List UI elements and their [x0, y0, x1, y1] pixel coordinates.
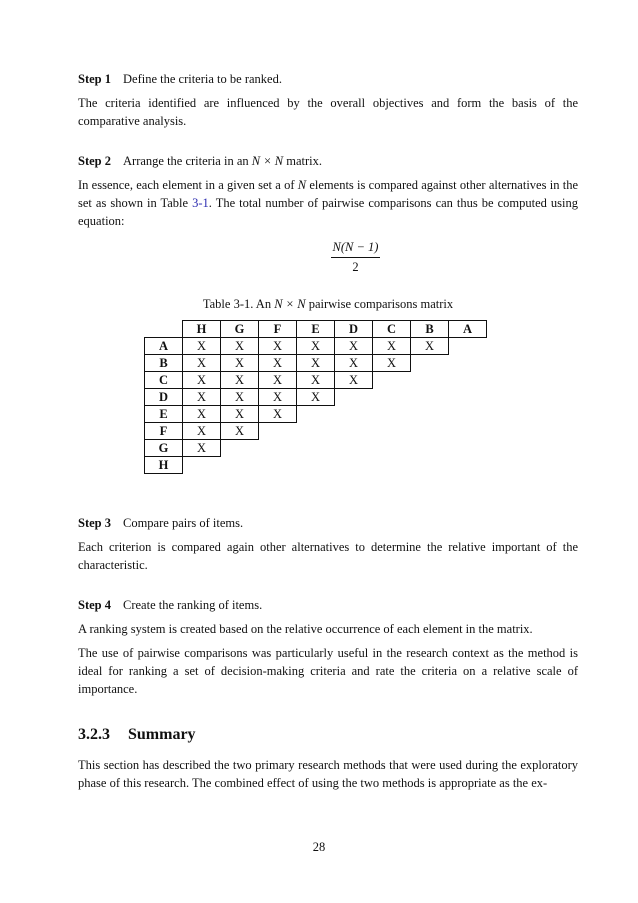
- matrix-cell: X: [183, 423, 221, 440]
- row-header: C: [145, 372, 183, 389]
- matrix-cell: X: [221, 406, 259, 423]
- step-4-heading: [78, 596, 578, 614]
- table-row: [145, 372, 487, 389]
- matrix-cell: X: [183, 440, 221, 457]
- matrix-cell: X: [297, 372, 335, 389]
- pairwise-equation: [78, 240, 578, 275]
- column-header: B: [411, 321, 449, 338]
- table-caption: Table 3-1. An N × N pairwise comparisons matrix: [202, 297, 454, 311]
- section-title: Summary: [128, 726, 196, 743]
- section-number: 3.2.3: [78, 726, 110, 743]
- equation-denominator: 2: [352, 260, 359, 274]
- matrix-cell: X: [411, 338, 449, 355]
- column-header: H: [183, 321, 221, 338]
- section-heading: [78, 726, 578, 744]
- row-header: H: [145, 457, 183, 474]
- matrix-cell: X: [221, 372, 259, 389]
- matrix-cell: X: [335, 372, 373, 389]
- matrix-cell: X: [183, 355, 221, 372]
- page-body: [78, 70, 578, 792]
- step-1-heading: [78, 70, 578, 88]
- matrix-cell: X: [183, 406, 221, 423]
- step-label: Step 3: [78, 516, 111, 530]
- table-reference-link[interactable]: 3-1: [192, 196, 209, 210]
- pairwise-matrix-table: [144, 320, 487, 474]
- column-header: F: [259, 321, 297, 338]
- row-header: A: [145, 338, 183, 355]
- matrix-cell: X: [221, 355, 259, 372]
- step-label: Step 1: [78, 72, 111, 86]
- equation-numerator: N(N − 1): [331, 240, 381, 258]
- step-title: Create the ranking of items.: [123, 598, 263, 612]
- step-title: Define the criteria to be ranked.: [123, 72, 282, 86]
- matrix-cell: X: [297, 389, 335, 406]
- matrix-cell: X: [183, 338, 221, 355]
- row-header: G: [145, 440, 183, 457]
- step-2-heading: Step 2 Arrange the criteria in an N × N matrix.: [78, 154, 323, 168]
- step-label: Step 4: [78, 598, 111, 612]
- step-label: Step 2: [78, 154, 111, 168]
- table-row: [145, 406, 487, 423]
- table-row: [145, 440, 487, 457]
- matrix-cell: X: [183, 372, 221, 389]
- step-1-body: The criteria identified are influenced by the overall objectives and form the basis of the comparative analysis.: [78, 96, 578, 128]
- row-header: D: [145, 389, 183, 406]
- step-title: Compare pairs of items.: [123, 516, 244, 530]
- step-4-body-1: A ranking system is created based on the relative occurrence of each element in the matrix.: [78, 622, 533, 636]
- column-header: C: [373, 321, 411, 338]
- row-header: E: [145, 406, 183, 423]
- matrix-cell: X: [259, 389, 297, 406]
- matrix-cell: X: [221, 389, 259, 406]
- matrix-cell: X: [373, 355, 411, 372]
- matrix-cell: X: [259, 406, 297, 423]
- matrix-cell: X: [297, 355, 335, 372]
- matrix-cell: X: [335, 355, 373, 372]
- step-2-body: In essence, each element in a given set a of N elements is compared against other alternatives in the set as shown in Table 3-1. The total number of pairwise comparisons can thus be computed using equation:: [78, 178, 578, 228]
- table-row: [145, 338, 487, 355]
- matrix-cell: X: [221, 423, 259, 440]
- section-body: This section has described the two primary research methods that were used during the exploratory phase of this research. The combined effect of using the two methods is appropriate as the ex-: [78, 758, 578, 790]
- row-header: F: [145, 423, 183, 440]
- step-3-heading: [78, 514, 578, 532]
- matrix-cell: X: [221, 338, 259, 355]
- page-number: 28: [312, 840, 326, 854]
- column-header: G: [221, 321, 259, 338]
- matrix-cell: X: [373, 338, 411, 355]
- step-3-body: Each criterion is compared again other alternatives to determine the relative important of the characteristic.: [78, 540, 578, 572]
- matrix-cell: X: [259, 338, 297, 355]
- matrix-cell: X: [335, 338, 373, 355]
- matrix-cell: X: [259, 372, 297, 389]
- matrix-cell: X: [297, 338, 335, 355]
- matrix-cell: X: [183, 389, 221, 406]
- matrix-cell: X: [259, 355, 297, 372]
- table-row: [145, 423, 487, 440]
- step-4-body-2: The use of pairwise comparisons was particularly useful in the research context as the method is ideal for ranking a set of decision-making criteria and rate the criteria on a relative scale of importance.: [78, 646, 578, 696]
- column-header: A: [449, 321, 487, 338]
- table-row: [145, 457, 487, 474]
- table-row: [145, 355, 487, 372]
- column-header: D: [335, 321, 373, 338]
- table-row: [145, 389, 487, 406]
- column-header: E: [297, 321, 335, 338]
- row-header: B: [145, 355, 183, 372]
